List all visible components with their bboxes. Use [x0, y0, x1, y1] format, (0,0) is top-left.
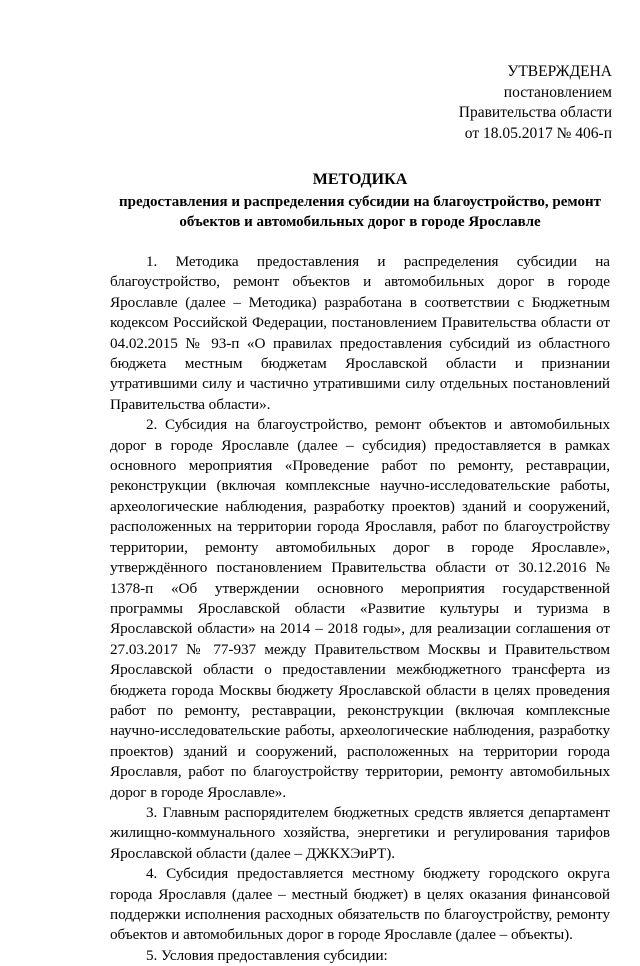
document-body	[110, 252, 610, 966]
paragraph-5: 5. Условия предоставления субсидии:	[146, 946, 388, 964]
paragraph-1: 1. Методика предоставления и распределения субсидии на благоустройство, ремонт объектов и автомобильных дорог в городе Ярославле (далее – Методика) разработана в соответствии с Бюджетным кодексом Российской Федерации, постановлением Правительства области от 04.02.2015 № 93-п «О правилах предоставления субсидий из областного бюджета местным бюджетам Ярославской области и признании утратившими силу и частично утратившими силу отдельных постановлений Правительства области».	[110, 253, 610, 413]
approval-heading: УТВЕРЖДЕНА	[507, 63, 612, 80]
approval-date-number: от 18.05.2017 № 406-п	[464, 124, 612, 142]
paragraph-2: 2. Субсидия на благоустройство, ремонт объектов и автомобильных дорог в городе Ярославле (далее – субсидия) предоставляется в рамках основного мероприятия «Проведение работ по ремонту, реставрации, реконструкции (включая комплексные научно-исследовательские работы, археологические наблюдения, разработку проектов) зданий и сооружений, расположенных на территории города Ярославля, работ по благоустройству территории, ремонту автомобильных дорог в городе Ярославле», утверждённого постановлением Правительства области от 30.12.2016 № 1378-п «Об утверждении основного мероприятия государственной программы Ярославской области «Развитие культуры и туризма в Ярославской области» на 2014 – 2018 годы», для реализации соглашения от 27.03.2017 № 77-937 между Правительством Москвы и Правительством Ярославской области о предоставлении межбюджетного трансферта из бюджета города Москвы бюджету Ярославской области в целях проведения работ по ремонту, реставрации, реконструкции (включая комплексные научно-исследовательские работы, археологические наблюдения, разработку проектов) зданий и сооружений, расположенных на территории города Ярославля, работ по благоустройству территории, ремонту автомобильных дорог в городе Ярославле».	[110, 416, 610, 801]
approval-government: Правительства области	[458, 104, 612, 121]
approval-stamp	[110, 62, 612, 144]
document-title: МЕТОДИКА	[312, 171, 408, 188]
paragraph-3: 3. Главным распорядителем бюджетных средств является департамент жилищно-коммунального хозяйства, энергетики и регулирования тарифов Ярославской области (далее – ДЖКХЭиРТ).	[110, 803, 610, 862]
document-subtitle: предоставления и распределения субсидии на благоустройство, ремонт объектов и автомобильных дорог в городе Ярославле	[119, 194, 601, 230]
paragraph-4: 4. Субсидия предоставляется местному бюджету городского округа города Ярославля (далее – местный бюджет) в целях оказания финансовой поддержки исполнения расходных обязательств по благоустройству, ремонту объектов и автомобильных дорог в городе Ярославле (далее – объекты).	[110, 865, 610, 944]
approval-resolution: постановлением	[503, 83, 612, 101]
